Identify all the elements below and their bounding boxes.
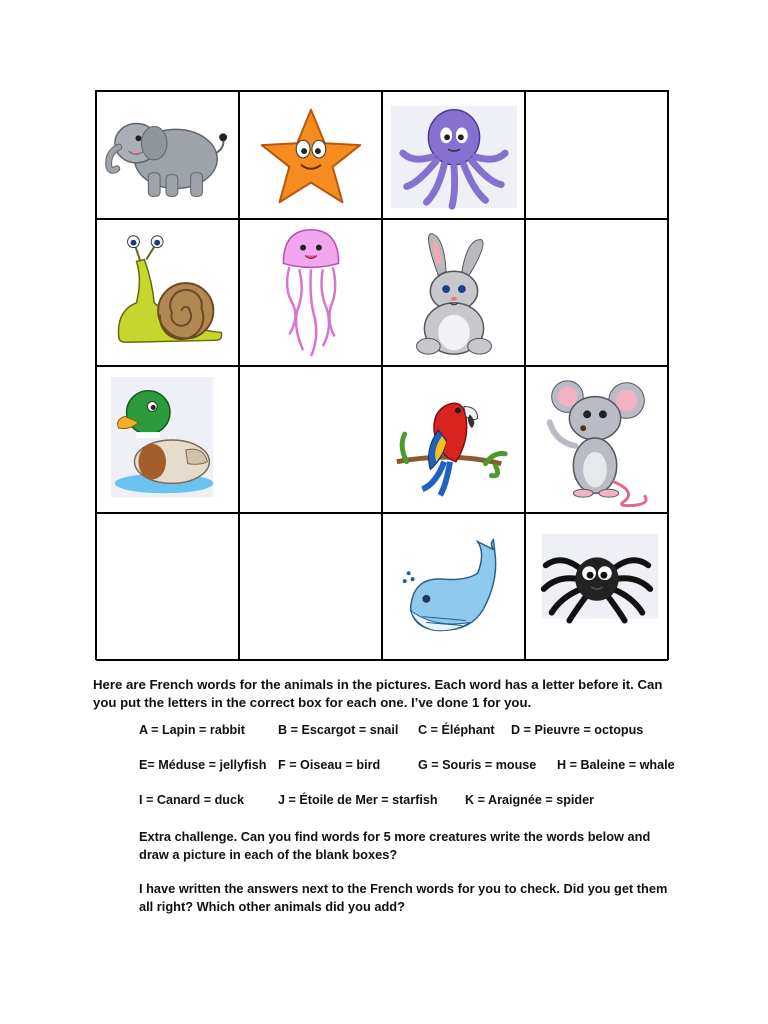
key-item-rabbit: A = Lapin = rabbit xyxy=(139,723,245,737)
instructions-intro: Here are French words for the animals in the pictures. Each word has a letter before it. Can you put the letters in the correct box for each one. I’ve done 1 for you. xyxy=(93,677,663,710)
grid-cell-spider[interactable] xyxy=(525,513,668,661)
grid-cell-whale[interactable] xyxy=(382,513,525,661)
parrot-icon xyxy=(383,367,524,512)
octopus-icon xyxy=(383,92,524,218)
key-item-octopus: D = Pieuvre = octopus xyxy=(511,723,644,737)
answers-note-text: I have written the answers next to the French words for you to check. Did you get them all right? Which other animals did you add? xyxy=(139,881,668,914)
rabbit-icon xyxy=(383,220,524,365)
key-item-whale: H = Baleine = whale xyxy=(557,758,675,772)
key-item-jellyfish: E= Méduse = jellyfish xyxy=(139,758,267,772)
grid-cell-elephant[interactable] xyxy=(96,91,239,219)
grid-cell-duck[interactable] xyxy=(96,366,239,513)
grid-cell-snail[interactable] xyxy=(96,219,239,366)
key-item-duck: I = Canard = duck xyxy=(139,793,244,807)
extra-challenge-text: Extra challenge. Can you find words for 5 more creatures write the words below and draw a picture in each of the blank boxes? xyxy=(139,829,651,862)
key-item-starfish: J = Étoile de Mer = starfish xyxy=(278,793,438,807)
snail-icon xyxy=(97,220,238,365)
duck-icon xyxy=(97,367,238,512)
grid-cell-parrot[interactable] xyxy=(382,366,525,513)
grid-cell-blank[interactable] xyxy=(239,513,382,661)
grid-cell-mouse[interactable] xyxy=(525,366,668,513)
key-item-bird: F = Oiseau = bird xyxy=(278,758,381,772)
key-item-snail: B = Escargot = snail xyxy=(278,723,399,737)
whale-icon xyxy=(383,514,524,660)
key-item-mouse: G = Souris = mouse xyxy=(418,758,537,772)
jellyfish-icon xyxy=(240,220,381,365)
mouse-icon xyxy=(526,367,667,512)
grid-cell-octopus[interactable] xyxy=(382,91,525,219)
grid-cell-blank[interactable] xyxy=(525,91,668,219)
key-item-spider: K = Araignée = spider xyxy=(465,793,595,807)
grid-cell-blank[interactable] xyxy=(96,513,239,661)
key-item-elephant: C = Éléphant xyxy=(418,723,495,737)
picture-grid xyxy=(95,90,669,660)
spider-icon xyxy=(526,514,667,660)
grid-cell-blank[interactable] xyxy=(239,366,382,513)
grid-cell-jellyfish[interactable] xyxy=(239,219,382,366)
starfish-icon xyxy=(240,92,381,218)
elephant-icon xyxy=(97,92,238,218)
grid-cell-blank[interactable] xyxy=(525,219,668,366)
grid-cell-starfish[interactable] xyxy=(239,91,382,219)
grid-cell-rabbit[interactable] xyxy=(382,219,525,366)
